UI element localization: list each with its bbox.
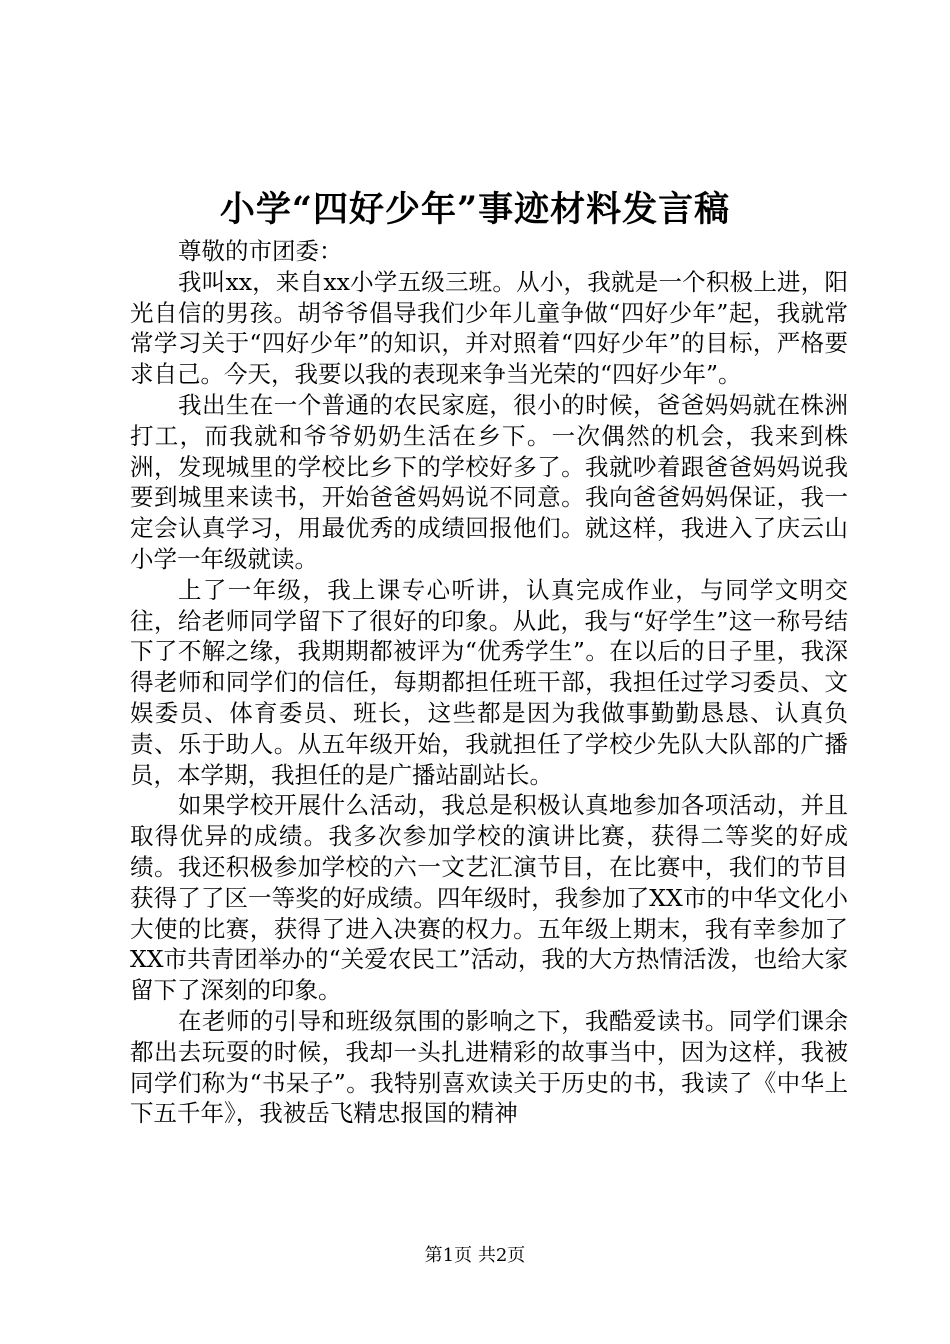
document-body [130, 236, 848, 1129]
document-title: 小学“四好少年”事迹材料发言稿 [219, 189, 731, 230]
paragraph-1: 我叫xx，来自xx小学五级三班。从小，我就是一个积极上进，阳光自信的男孩。胡爷爷倡导我们少年儿童争做“四好少年”起，我就常常学习关于“四好少年”的知识，并对照着“四好少年”的目标，严格要求自己。今天，我要以我的表现来争当光荣的“四好少年”。 [130, 267, 848, 389]
paragraph-5: 在老师的引导和班级氛围的影响之下，我酷爱读书。同学们课余都出去玩耍的时候，我却一头扎进精彩的故事当中，因为这样，我被同学们称为“书呆子”。我特别喜欢读关于历史的书，我读了《中华上下五千年》，我被岳飞精忠报国的精神 [130, 1006, 848, 1128]
paragraph-4: 如果学校开展什么活动，我总是积极认真地参加各项活动，并且取得优异的成绩。我多次参加学校的演讲比赛，获得二等奖的好成绩。我还积极参加学校的六一文艺汇演节目，在比赛中，我们的节目获得了了区一等奖的好成绩。四年级时，我参加了XX市的中华文化小大使的比赛，获得了进入决赛的权力。五年级上期末，我有幸参加了XX市共青团举办的“关爱农民工”活动，我的大方热情活泼，也给大家留下了深刻的印象。 [130, 791, 848, 1005]
paragraph-2: 我出生在一个普通的农民家庭，很小的时候，爸爸妈妈就在株洲打工，而我就和爷爷奶奶生活在乡下。一次偶然的机会，我来到株洲，发现城里的学校比乡下的学校好多了。我就吵着跟爸爸妈妈说我要到城里来读书，开始爸爸妈妈说不同意。我向爸爸妈妈保证，我一定会认真学习，用最优秀的成绩回报他们。就这样，我进入了庆云山小学一年级就读。 [130, 390, 848, 573]
salutation: 尊敬的市团委： [178, 237, 343, 265]
page-footer: 第1页 共2页 [424, 1245, 526, 1266]
paragraph-3: 上了一年级，我上课专心听讲，认真完成作业，与同学文明交往，给老师同学留下了很好的印象。从此，我与“好学生”这一称号结下了不解之缘，我期期都被评为“优秀学生”。在以后的日子里，我深得老师和同学们的信任，每期都担任班干部，我担任过学习委员、文娱委员、体育委员、班长，这些都是因为我做事勤勤恳恳、认真负责、乐于助人。从五年级开始，我就担任了学校少先队大队部的广播员，本学期，我担任的是广播站副站长。 [130, 575, 848, 789]
